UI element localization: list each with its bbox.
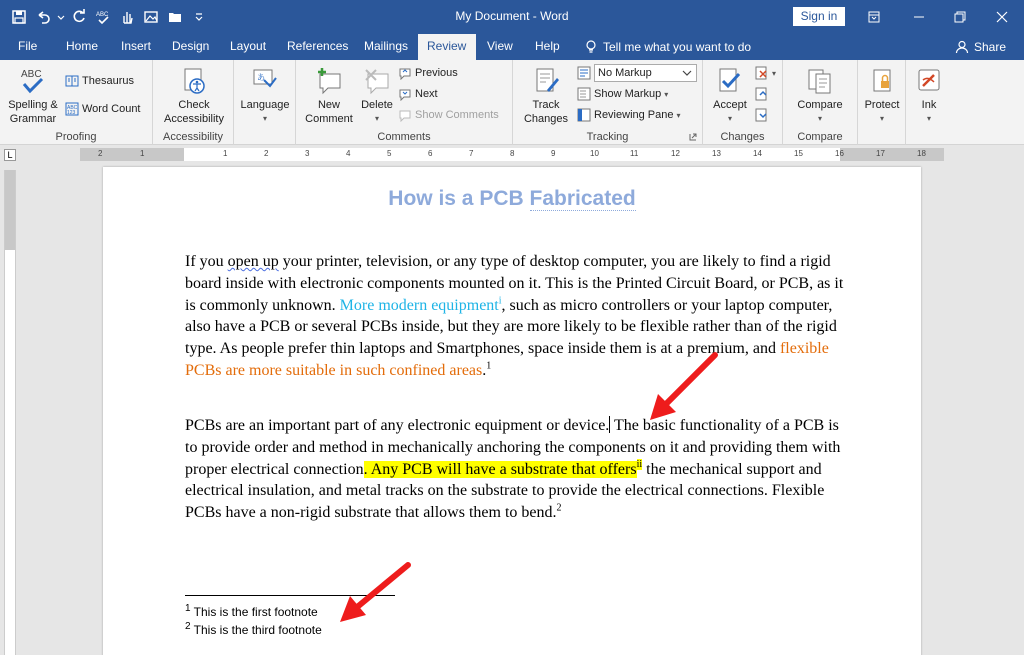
thesaurus-button[interactable] (65, 72, 134, 90)
language-caret-icon: ▾ (262, 114, 267, 123)
save-icon[interactable] (8, 6, 30, 28)
compare-label: Compare (797, 99, 843, 111)
check-label: Check (178, 99, 210, 111)
proofing-group-label: Proofing (55, 131, 97, 143)
previous-label: Previous (415, 67, 458, 79)
undo-icon[interactable] (32, 6, 54, 28)
endnote-ref-ii[interactable]: ii (636, 459, 643, 471)
protect-button[interactable] (860, 64, 904, 126)
previous-change-icon (755, 87, 769, 101)
protect-label: Protect (864, 99, 900, 111)
picture-icon[interactable] (140, 6, 162, 28)
title-bar (0, 0, 1024, 34)
tab-insert[interactable]: Insert (121, 39, 152, 53)
ruler-bar (0, 145, 1024, 165)
accept-icon (714, 64, 746, 98)
word-count-label: Word Count (82, 103, 141, 115)
accessibility-group-label: Accessibility (163, 131, 223, 143)
restore-icon[interactable] (938, 0, 982, 34)
group-ink (906, 60, 952, 145)
changes-label: Changes (523, 113, 569, 125)
word-count-button[interactable] (65, 100, 141, 118)
new-comment-icon (313, 64, 345, 98)
new-comment-button[interactable] (302, 64, 356, 126)
spelling-label: Spelling & (8, 99, 58, 111)
dialog-launcher-icon[interactable] (689, 133, 697, 141)
svg-text:123: 123 (67, 110, 76, 116)
group-comments (296, 60, 513, 145)
group-language (234, 60, 296, 145)
document-page[interactable] (103, 167, 921, 655)
footnote-ref-2[interactable]: 2 (556, 502, 562, 514)
tab-view[interactable]: View (487, 39, 513, 53)
highlighted-text: . Any PCB will have a substrate that offers (363, 460, 637, 478)
markup-dropdown[interactable] (594, 64, 697, 82)
close-icon[interactable] (980, 0, 1024, 34)
minimize-icon[interactable] (897, 0, 941, 34)
chevron-down-icon (682, 69, 692, 77)
footnote-ref-1[interactable]: 1 (486, 360, 492, 372)
quick-access-toolbar (8, 0, 210, 34)
group-proofing (0, 60, 153, 145)
track-changes-icon (530, 64, 562, 98)
word-count-icon (65, 102, 79, 116)
markup-select[interactable] (577, 64, 697, 82)
tell-me-search[interactable] (585, 34, 751, 60)
reviewing-pane-button[interactable] (577, 106, 681, 124)
endnote-ref-i[interactable]: i (498, 295, 502, 307)
delete-comment-icon (361, 64, 393, 98)
share-label: Share (974, 40, 1007, 54)
show-comments-label: Show Comments (415, 109, 499, 121)
compare-caret-icon: ▾ (817, 114, 822, 123)
show-markup-button[interactable] (577, 85, 668, 103)
tab-mailings[interactable]: Mailings (364, 39, 409, 53)
svg-text:ABC: ABC (67, 105, 78, 111)
delete-comment-button[interactable] (356, 64, 398, 126)
customize-qat-icon[interactable] (188, 6, 210, 28)
show-comments-icon (398, 108, 412, 122)
spelling-check-icon[interactable] (92, 6, 114, 28)
accessibility-icon (178, 64, 210, 98)
footnote-1[interactable]: $^1$ This is the first footnote (185, 603, 318, 619)
protect-icon (866, 64, 898, 98)
next-change-button[interactable] (755, 106, 769, 124)
language-icon (249, 64, 281, 98)
touch-mode-icon[interactable] (116, 6, 138, 28)
previous-change-button[interactable] (755, 85, 769, 103)
language-button[interactable] (238, 64, 292, 126)
previous-comment-button[interactable] (398, 64, 458, 82)
show-markup-label: Show Markup (594, 88, 662, 100)
ribbon (0, 60, 1024, 145)
tracking-group-label: Tracking (586, 131, 629, 143)
reviewing-pane-label: Reviewing Pane (594, 109, 674, 121)
spelling-check-icon (17, 64, 49, 98)
lightbulb-icon (585, 40, 597, 54)
accept-caret-icon: ▾ (727, 114, 732, 123)
thesaurus-icon (65, 74, 79, 88)
compare-group-label: Compare (797, 131, 843, 143)
tab-home[interactable]: Home (66, 39, 99, 53)
thesaurus-label: Thesaurus (82, 75, 134, 87)
check-accessibility-button[interactable] (159, 64, 229, 126)
track-changes-button[interactable] (517, 64, 575, 126)
annotation-arrow-cursor (640, 350, 720, 430)
footnote-2[interactable]: $^2$ This is the third footnote (185, 621, 322, 637)
ink-button[interactable] (908, 64, 950, 126)
accept-label: Accept (713, 99, 747, 111)
person-icon (955, 40, 969, 54)
orange-text: flexible PCBs are more suitable in such confined areas (185, 340, 829, 379)
tab-help[interactable]: Help (535, 39, 560, 53)
document-title: My Document - Word (455, 9, 569, 23)
paragraph-1[interactable]: If you open up your printer, television, or any type of desktop computer, you are likely to find a rigid board inside with electronic components mounted on it. This is the Printed Circuit Board, or PCB, as it is commonly unknown. More modern equipment$^i$, such as micro controllers or your laptop computer, also have a PCB or several PCBs inside, but they are more likely to be flexible rather than of the rigid type. As people prefer thin laptops and Smartphones, space inside them is at a premium, and flexible PCBs are more suitable in such confined areas.$^1$ (185, 253, 844, 379)
undo-dropdown-icon[interactable] (56, 6, 66, 28)
show-markup-icon (577, 87, 591, 101)
tab-file[interactable]: File (18, 39, 38, 53)
group-protect (858, 60, 906, 145)
reject-icon (755, 66, 769, 80)
paragraph-2[interactable]: PCBs are an important part of any electronic equipment or device. The basic functionality of a PCB is to provide order and method in mechanically anchoring the components on it and providing them with proper electrical connection. Any PCB will have a substrate that offers$^{ii}$ the mechanical support and electrical insulation, and metal tracks on the substrate to provide the electrical connections. Flexible PCBs have a non-rigid substrate that allows them to bend.$^2$ (185, 417, 841, 522)
reviewing-pane-icon (577, 108, 591, 122)
spelling-grammar-button[interactable] (4, 64, 62, 126)
tab-layout[interactable]: Layout (230, 39, 267, 53)
tab-review[interactable]: Review (418, 34, 476, 60)
compare-icon (804, 64, 836, 98)
blue-text: More modern equipment (339, 296, 499, 314)
delete-caret-icon: ▾ (374, 114, 379, 123)
next-comment-button[interactable] (398, 85, 438, 103)
reviewing-pane-caret-icon: ▾ (676, 110, 681, 120)
share-button[interactable] (955, 34, 1006, 60)
annotation-arrow-footnote (330, 560, 415, 630)
language-label: Language (240, 99, 290, 111)
redo-icon[interactable] (68, 6, 90, 28)
group-compare (783, 60, 858, 145)
accessibility-label: Accessibility (164, 113, 224, 125)
compare-button[interactable] (791, 64, 849, 126)
svg-text:ABC: ABC (21, 69, 42, 80)
reject-caret-icon: ▾ (772, 68, 777, 78)
group-changes (703, 60, 783, 145)
comment-label: Comment (305, 113, 353, 125)
next-label: Next (415, 88, 438, 100)
ink-icon (913, 64, 945, 98)
protect-caret-icon: ▾ (879, 114, 884, 123)
group-accessibility (153, 60, 234, 145)
tab-design[interactable]: Design (172, 39, 210, 53)
changes-group-label: Changes (720, 131, 765, 143)
group-tracking (513, 60, 703, 145)
markup-value: No Markup (598, 67, 652, 79)
ribbon-tabs (0, 34, 1024, 60)
tab-references[interactable]: References (287, 39, 349, 53)
ink-label: Ink (921, 99, 937, 111)
next-change-icon (755, 108, 769, 122)
vertical-ruler[interactable] (4, 170, 16, 655)
reject-button[interactable] (755, 64, 776, 82)
horizontal-ruler[interactable]: 2 1 1 2 3 4 5 6 7 8 9 10 11 12 13 14 15 16 17 18 (80, 148, 944, 161)
show-comments-button[interactable] (398, 106, 499, 124)
markup-icon (577, 66, 591, 80)
sign-in-button[interactable]: Sign in (793, 7, 845, 26)
tab-selector[interactable]: L (4, 149, 16, 161)
ribbon-display-options-icon[interactable] (852, 0, 896, 34)
delete-label: Delete (361, 99, 393, 111)
folder-icon[interactable] (164, 6, 186, 28)
document-heading: How is a PCB Fabricated (388, 187, 636, 210)
ink-caret-icon: ▾ (926, 114, 931, 123)
accept-button[interactable] (707, 64, 753, 126)
previous-comment-icon (398, 66, 412, 80)
new-label: New (317, 99, 340, 111)
track-label: Track (532, 99, 560, 111)
next-comment-icon (398, 87, 412, 101)
show-markup-caret-icon: ▾ (664, 89, 669, 99)
svg-text:あ: あ (257, 73, 265, 82)
tell-me-label: Tell me what you want to do (603, 40, 752, 54)
svg-text:ABC: ABC (96, 12, 109, 18)
comments-group-label: Comments (377, 131, 431, 143)
grammar-label: Grammar (9, 113, 57, 125)
